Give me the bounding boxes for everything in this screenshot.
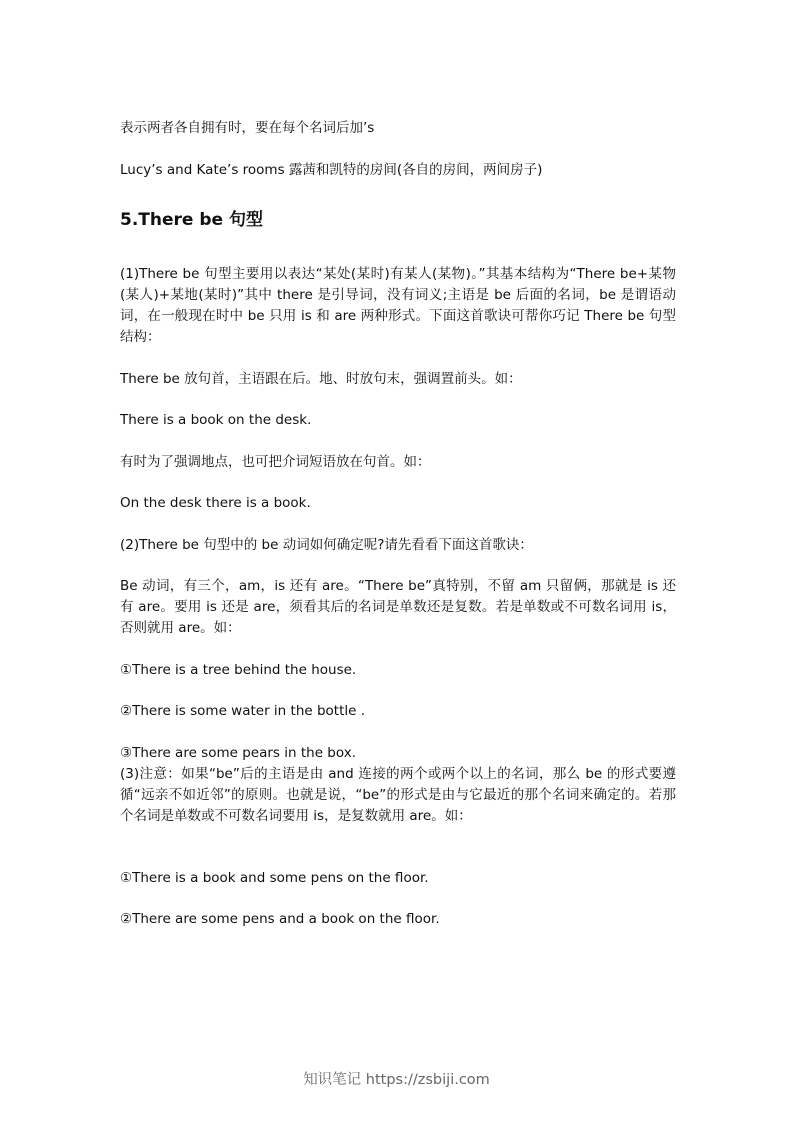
paragraph-mnemonic-2: Be 动词，有三个，am，is 还有 are。“There be”真特别，不留 am 只留俩，那就是 is 还有 are。要用 is 还是 are，须看其后的名词是单数还是复数。若是单数或不可数名词用 is，否则就用 are。如： xyxy=(120,578,676,636)
footer-watermark: 知识笔记 https://zsbiji.com xyxy=(303,1072,490,1088)
paragraph-emphasis-note: 有时为了强调地点，也可把介词短语放在句首。如： xyxy=(120,454,431,470)
example-sentence: On the desk there is a book. xyxy=(120,495,311,511)
paragraph-be-verb-question: (2)There be 句型中的 be 动词如何确定呢?请先看看下面这首歌诀： xyxy=(120,537,533,553)
example-sentence: ①There is a book and some pens on the floor. xyxy=(120,870,429,886)
example-sentence: ②There are some pens and a book on the floor. xyxy=(120,911,440,927)
example-sentence: There is a book on the desk. xyxy=(120,412,312,428)
paragraph-there-be-structure: (1)There be 句型主要用以表达“某处(某时)有某人(某物)。”其基本结构为“There be+某物(某人)+某地(某时)”其中 there 是引导词，没有词义;主语是 be 后面的名词，be 是谓语动词，在一般现在时中 be 只用 is 和 are 两种形式。下面这首歌诀可帮你巧记 There be 句型结构： xyxy=(120,266,676,345)
paragraph-mnemonic-1: There be 放句首，主语跟在后。地、时放句末，强调置前头。如： xyxy=(120,371,522,387)
paragraph-possessive-note: 表示两者各自拥有时，要在每个名词后加’s xyxy=(120,120,375,136)
paragraph-nearest-rule: (3)注意：如果“be”后的主语是由 and 连接的两个或两个以上的名词，那么 be 的形式要遵循“远亲不如近邻”的原则。也就是说，“be”的形式是由与它最近的那个名词来确定的。若那个名词是单数或不可数名词要用 is，是复数就用 are。如： xyxy=(120,766,676,824)
paragraph-possessive-example: Lucy’s and Kate’s rooms 露茜和凯特的房间(各自的房间，两间房子) xyxy=(120,162,543,178)
example-sentence: ③There are some pears in the box. xyxy=(120,745,356,761)
example-sentence: ①There is a tree behind the house. xyxy=(120,662,357,678)
example-sentence: ②There is some water in the bottle . xyxy=(120,703,366,719)
section-heading: 5.There be 句型 xyxy=(120,210,263,230)
